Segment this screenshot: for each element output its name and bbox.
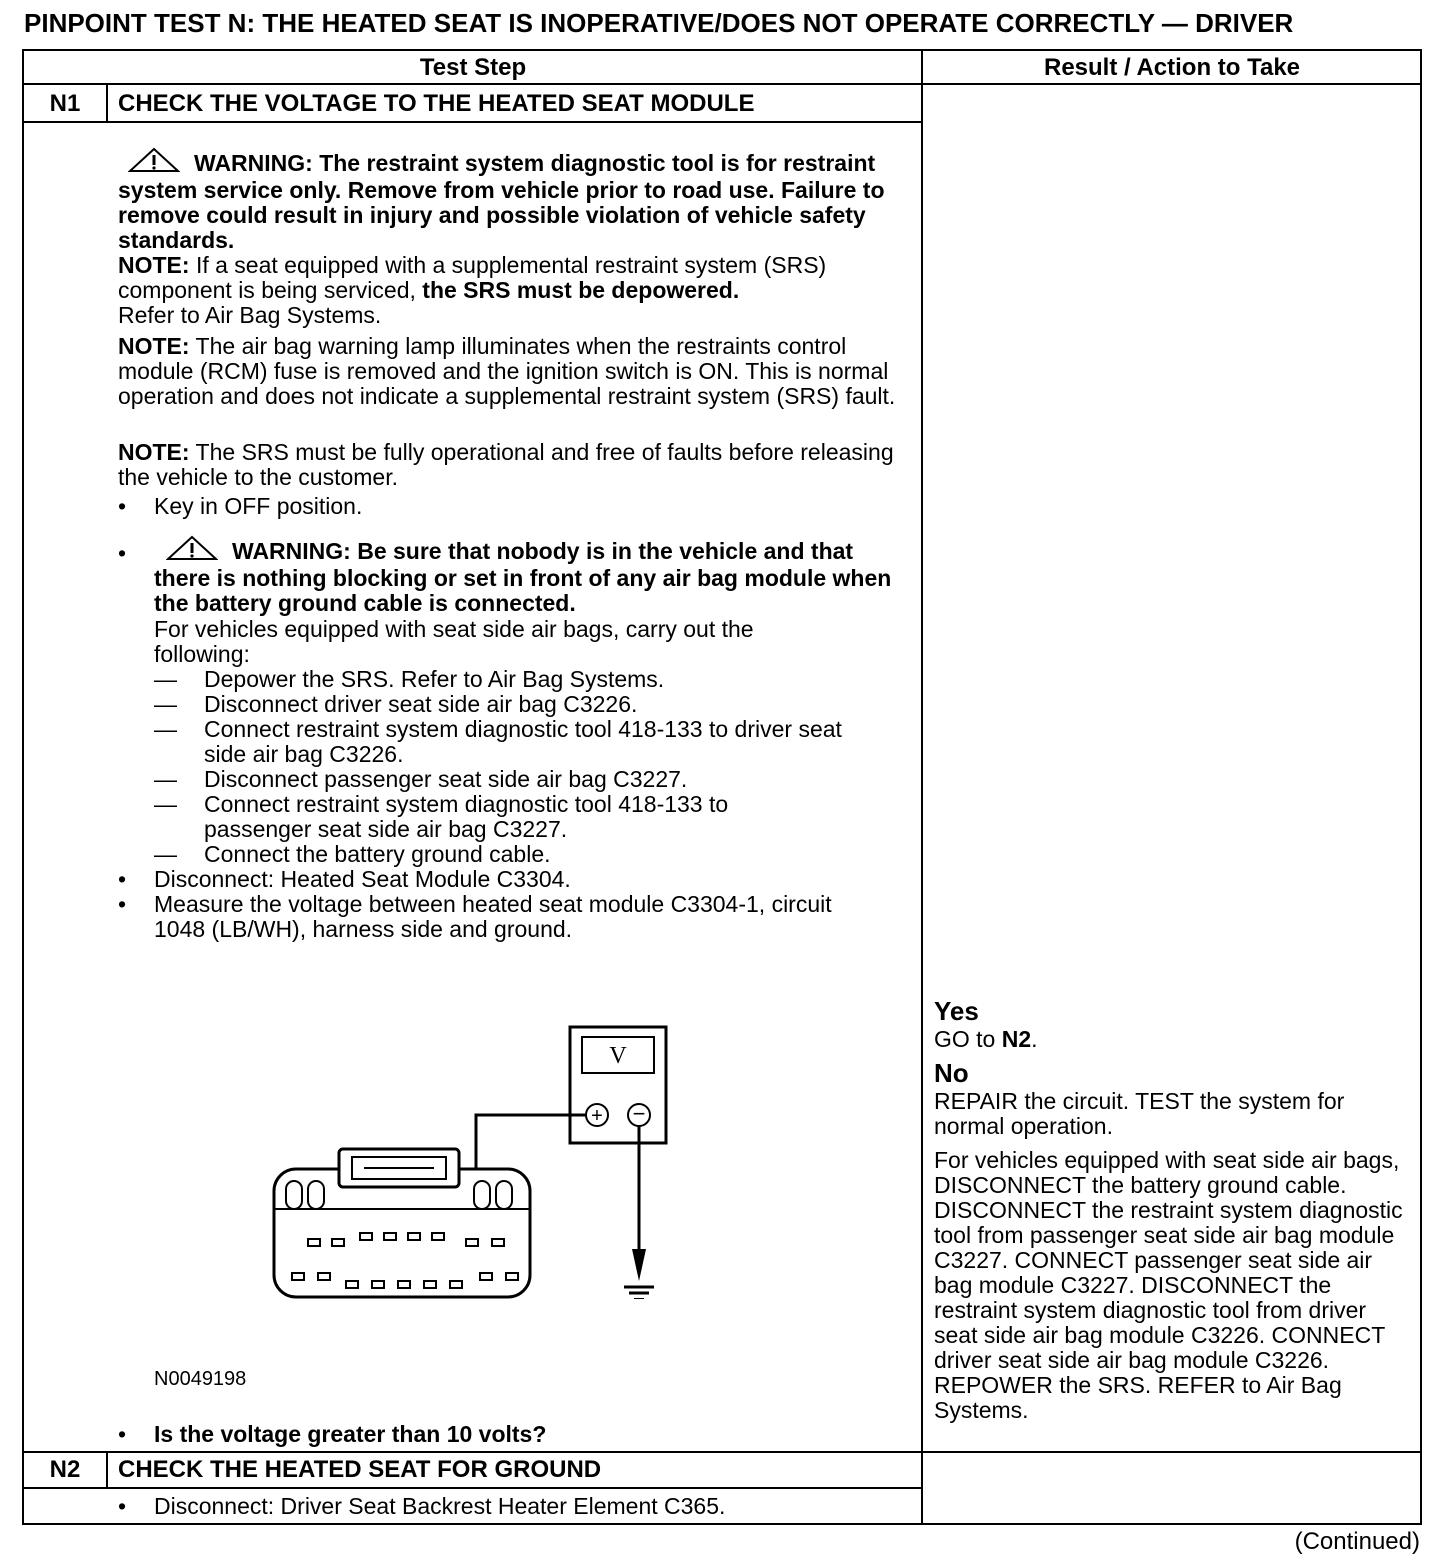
dash-item: Connect the battery ground cable. [204,841,551,867]
note-srs-depower: NOTE: If a seat equipped with a supplemental restraint system (SRS) component is being serviced, the SRS must be depowered. Refer to Air Bag Systems. [118,252,827,328]
step-question: Is the voltage greater than 10 volts? [154,1421,547,1447]
step-disconnect-heater: Disconnect: Driver Seat Backrest Heater Element C365. [154,1493,726,1519]
result-no-action-repair: REPAIR the circuit. TEST the system for normal operation. [934,1088,1345,1139]
bullet-warning: • [118,540,127,566]
step-title-n1: CHECK THE VOLTAGE TO THE HEATED SEAT MODULE [118,90,755,117]
warning-triangle-icon [128,147,180,178]
note-srs-operational: NOTE: The SRS must be fully operational and free of faults before releasing the vehicle to the customer. [118,439,894,490]
figure-id: N0049198 [154,1368,247,1390]
step-id-n1: N1 [49,90,81,117]
dash-item: Disconnect driver seat side air bag C3226. [204,691,638,717]
result-no-label: No [934,1058,969,1088]
dash-marker: — [154,691,177,717]
step-measure-voltage: Measure the voltage between heated seat module C3304-1, circuit 1048 (LB/WH), harness side and ground. [154,891,832,942]
connector-c3304-icon [274,1149,530,1297]
voltmeter-diagram [244,1019,684,1299]
goto-n2-link[interactable]: N2 [1001,1026,1032,1052]
bullet-question: • [118,1421,127,1447]
result-no-action-sidebags: For vehicles equipped with seat side air bags, DISCONNECT the battery ground cable. DISCONNECT the restraint system diagnostic tool from passenger seat side air bag module C3227. CONNECT passenger seat side air bag module C3227. DISCONNECT the restraint system diagnostic tool from driver seat side air bag module C3226. CONNECT driver seat side air bag module C3226. REPOWER the SRS. REFER to Air Bag Systems. [934,1147,1403,1423]
step-disconnect-module: Disconnect: Heated Seat Module C3304. [154,866,571,892]
dash-marker: — [154,666,177,692]
dash-marker: — [154,766,177,792]
continued-label: (Continued) [1294,1528,1420,1555]
probe-ground-icon [632,1249,646,1281]
bullet-disconnect: • [118,866,127,892]
warning-restraint-tool: WARNING: The restraint system diagnostic tool is for restraint system service only. Remove from vehicle prior to road use. Failure to remove could result in injury and possible violation of vehicle safety standards. [118,147,898,253]
step-id-n2: N2 [49,1456,81,1483]
dash-item: Depower the SRS. Refer to Air Bag Systems. [204,666,665,692]
note-airbag-lamp: NOTE: The air bag warning lamp illuminates when the restraints control module (RCM) fuse is removed and the ignition switch is ON. This is normal operation and does not indicate a supplemental restraint system (SRS) fault. [118,333,896,409]
side-bag-intro: For vehicles equipped with seat side air bags, carry out the following: [154,616,754,667]
step-id-divider [106,85,108,123]
svg-text:+: + [591,1105,603,1127]
warning-nobody-in-vehicle: WARNING: Be sure that nobody is in the vehicle and that there is nothing blocking or set in front of any air bag module when the battery ground cable is connected. [154,535,894,616]
warning-triangle-icon [166,535,218,566]
bullet-measure: • [118,891,127,917]
pinpoint-test-table [22,49,1422,1525]
dash-item: Connect restraint system diagnostic tool 418-133 to driver seat side air bag C3226. [204,716,842,767]
bullet-key-off: • [118,493,127,519]
voltmeter-symbol: V [609,1043,627,1069]
header-test-step: Test Step [24,51,922,85]
dash-item: Disconnect passenger seat side air bag C3227. [204,766,688,792]
bullet-disconnect-heater: • [118,1493,127,1519]
dash-marker: — [154,716,177,742]
header-result: Result / Action to Take [922,51,1422,85]
step-key-off: Key in OFF position. [154,493,363,519]
dash-marker: — [154,791,177,817]
dash-item: Connect restraint system diagnostic tool 418-133 to passenger seat side air bag C3227. [204,791,729,842]
svg-text:−: − [632,1101,646,1126]
row-divider [24,1487,922,1489]
column-divider [921,51,923,1525]
result-yes-label: Yes [934,996,979,1026]
page-title: PINPOINT TEST N: THE HEATED SEAT IS INOPERATIVE/DOES NOT OPERATE CORRECTLY — DRIVER [24,8,1294,38]
step-title-n2: CHECK THE HEATED SEAT FOR GROUND [118,1456,602,1483]
result-yes-action: GO to N2. [934,1026,1038,1052]
dash-marker: — [154,841,177,867]
step-id-divider [106,1451,108,1489]
row-divider [24,121,922,123]
